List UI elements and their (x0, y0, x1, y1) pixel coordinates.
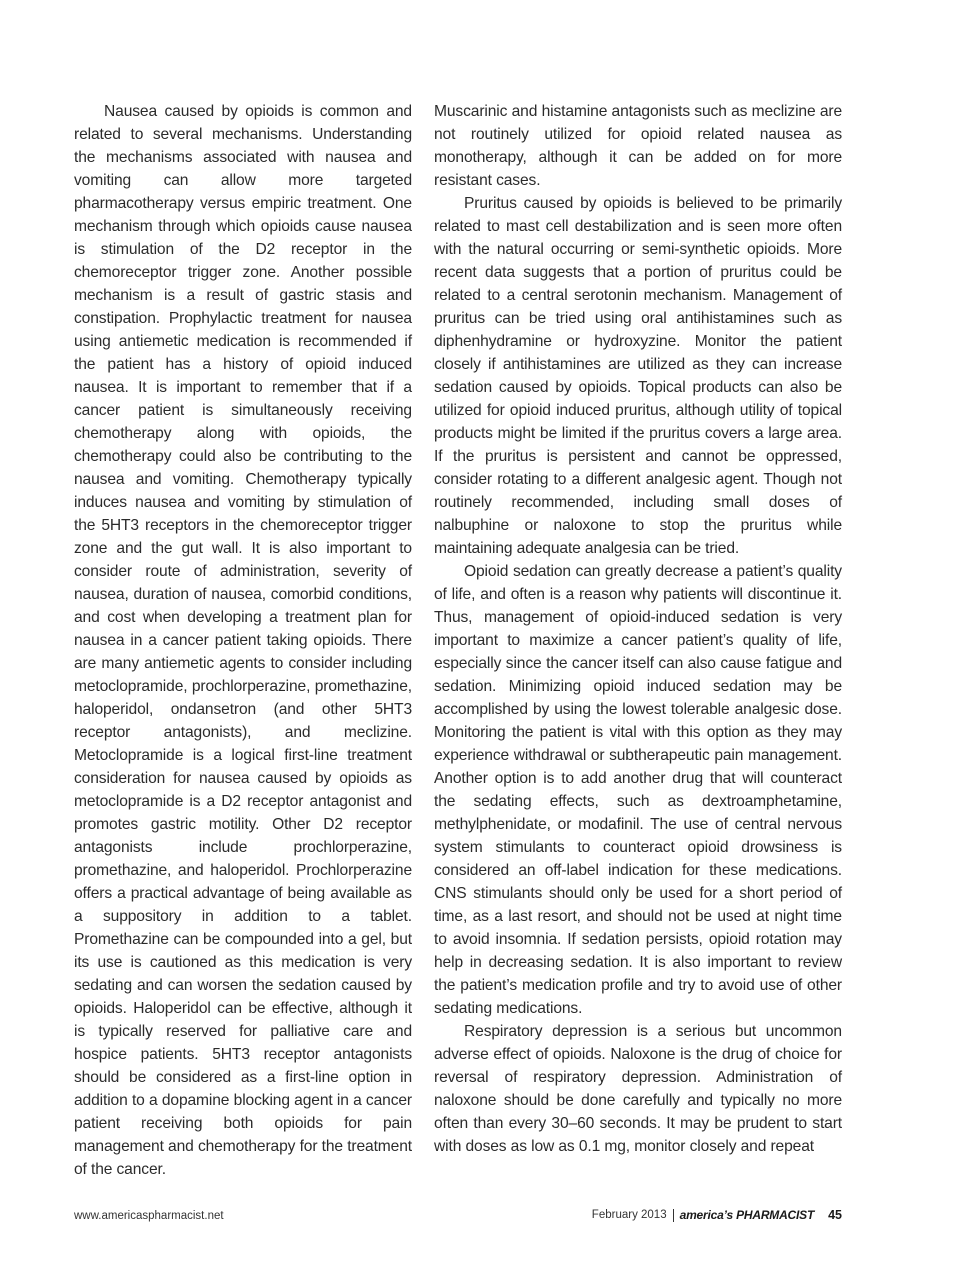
paragraph-muscarinic-continuation: Muscarinic and histamine antagonists such as meclizine are not routinely utilized for opioid related nausea as monotherapy, although it can be added on for more resistant cases. (434, 103, 842, 189)
left-column (74, 100, 412, 1181)
right-column (434, 100, 842, 1158)
paragraph-respiratory-depression: Respiratory depression is a serious but uncommon adverse effect of opioids. Naloxone is the drug of choice for reversal of respiratory depression. Administration of naloxone should be done carefully and typically no more often than every 30–60 seconds. It may be prudent to start with doses as low as 0.1 mg, monitor closely and repeat (434, 1023, 842, 1155)
footer-date: February 2013 (591, 1209, 667, 1221)
paragraph-sedation: Opioid sedation can greatly decrease a patient’s quality of life, and often is a reason why patients will discontinue it. Thus, management of opioid-induced sedation is very important to maximize a cancer patient’s quality of life, especially since the cancer itself can also cause fatigue and sedation. Minimizing opioid induced sedation may be accomplished by using the lowest tolerable analgesic dose. Monitoring the patient is vital with this option as they may experience withdrawal or subtherapeutic pain management. Another option is to add another drug that will counteract the sedating effects, such as dextroamphetamine, methylphenidate, or modafinil. The use of central nervous system stimulants to counteract opioid drowsiness is considered an off-label indication for these medications. CNS stimulants should only be used for a short period of time, as a last resort, and should not be used at night time to avoid insomnia. If sedation persists, opioid rotation may help in decreasing sedation. It is also important to review the patient’s medication profile and try to avoid use of other sedating medications. (434, 563, 842, 1017)
footer-separator (673, 1209, 674, 1222)
footer-brand-logo: america’s PHARMACIST (679, 1208, 815, 1222)
paragraph-pruritus: Pruritus caused by opioids is believed to be primarily related to mast cell destabilization and is seen more often with the natural occurring or semi-synthetic opioids. More recent data suggests that a portion of pruritus could be related to a central serotonin mechanism. Management of pruritus can be tried using oral antihistamines such as diphenhydramine or hydroxyzine. Monitor the patient closely if antihistamines are utilized as they can increase sedation caused by opioids. Topical products can also be utilized for opioid induced pruritus, although utility of topical products might be limited if the pruritus covers a large area. If the pruritus is persistent and cannot be oppressed, consider rotating to a different analgesic agent. Though not routinely recommended, including small doses of nalbuphine or naloxone to stop the pruritus while maintaining adequate analgesia can be tried. (434, 195, 842, 557)
page-footer (74, 1208, 842, 1228)
footer-issue-info (592, 1208, 842, 1222)
page-number: 45 (828, 1208, 842, 1222)
paragraph-nausea: Nausea caused by opioids is common and related to several mechanisms. Understanding the mechanisms associated with nausea and vomiting can allow more targeted pharmacotherapy versus empiric treatment. One mechanism through which opioids cause nausea is stimulation of the D2 receptor in the chemoreceptor trigger zone. Another possible mechanism is a result of gastric stasis and constipation. Prophylactic treatment for nausea using antiemetic medication is recommended if the patient has a history of opioid induced nausea. It is important to remember that if a cancer patient is simultaneously receiving chemotherapy along with opioids, the chemotherapy could also be contributing to the nausea and vomiting. Chemotherapy typically induces nausea and vomiting by stimulation of the 5HT3 receptors in the chemoreceptor trigger zone and the gut wall. It is also important to consider route of administration, severity of nausea, duration of nausea, comorbid conditions, and cost when developing a treatment plan for nausea in a cancer patient taking opioids. There are many antiemetic agents to consider including metoclopramide, prochlorperazine, promethazine, haloperidol, ondansetron (and other 5HT3 receptor antagonists), and meclizine. Metoclopramide is a logical first-line treatment consideration for nausea caused by opioids as metoclopramide is a D2 receptor antagonist and promotes gastric motility. Other D2 receptor antagonists include prochlorperazine, promethazine, and haloperidol. Prochlorperazine offers a practical advantage of being available as a suppository in addition to a tablet. Promethazine can be compounded into a gel, but its use is cautioned as this medication is very sedating and can worsen the sedation caused by opioids. Haloperidol can be effective, although it is typically reserved for palliative care and hospice patients. 5HT3 receptor antagonists should be considered as a first-line option in addition to a dopamine blocking agent in a cancer patient receiving both opioids for pain management and chemotherapy for the treatment of the cancer. (74, 103, 412, 1178)
footer-url[interactable]: www.americaspharmacist.net (74, 1210, 224, 1222)
